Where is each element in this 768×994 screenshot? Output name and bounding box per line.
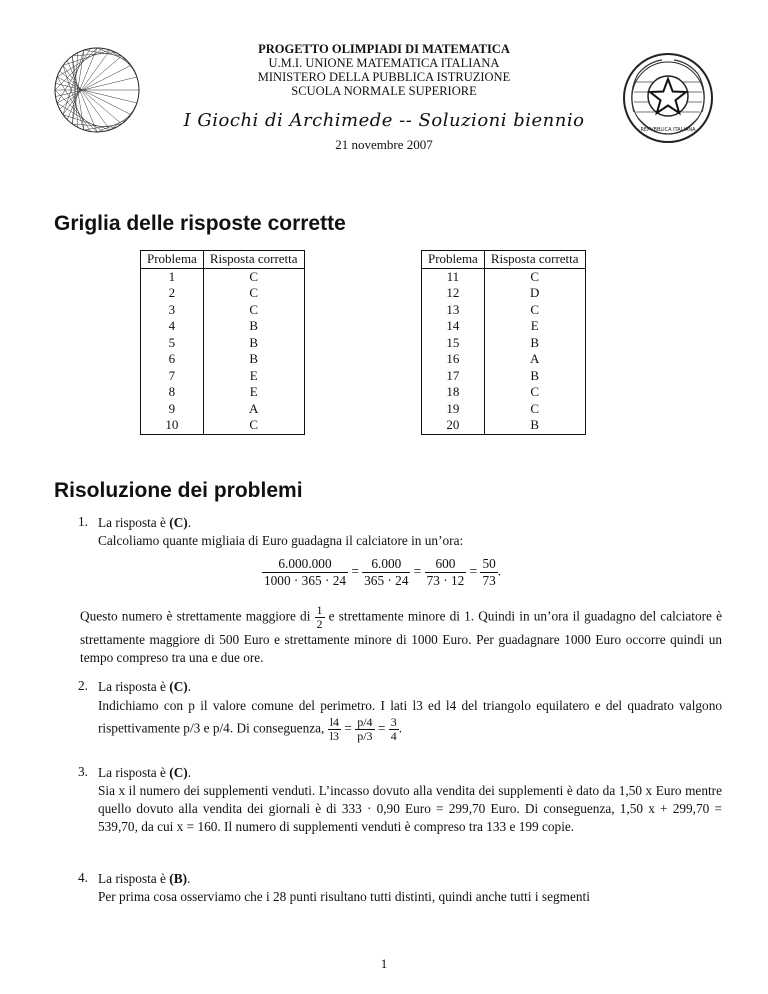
answers-table-right	[421, 250, 586, 435]
header-union: U.M.I. UNIONE MATEMATICA ITALIANA	[268, 56, 500, 70]
problem-number: 18	[422, 384, 485, 401]
problem-number: 13	[422, 302, 485, 319]
solution-intro: Calcoliamo quante migliaia di Euro guadagna il calciatore in un’ora:	[98, 533, 464, 548]
problem-number: 11	[422, 268, 485, 285]
table-row	[422, 384, 586, 401]
solution-number: 2.	[78, 678, 88, 693]
correct-answer: B	[484, 417, 585, 434]
table-row	[422, 302, 586, 319]
correct-answer: C	[203, 417, 304, 434]
problem-number: 19	[422, 401, 485, 418]
solution-number: 1.	[78, 514, 88, 529]
correct-answer: B	[484, 368, 585, 385]
col-header-answer: Risposta corretta	[203, 251, 304, 269]
solutions-section-title: Risoluzione dei problemi	[54, 479, 303, 502]
table-row	[141, 351, 305, 368]
table-row	[141, 285, 305, 302]
solution-1	[98, 514, 722, 550]
solution-answer: La risposta è (C).	[98, 679, 192, 694]
solution-answer: La risposta è (B).	[98, 871, 191, 886]
document-subtitle: I Giochi di Archimede -- Soluzioni biennio	[183, 110, 585, 131]
header-project-title: PROGETTO OLIMPIADI DI MATEMATICA	[258, 42, 510, 56]
solution-answer: La risposta è (C).	[98, 515, 192, 530]
correct-answer: E	[203, 368, 304, 385]
problem-number: 7	[141, 368, 204, 385]
problem-number: 4	[141, 318, 204, 335]
col-header-answer: Risposta corretta	[484, 251, 585, 269]
correct-answer: C	[203, 268, 304, 285]
problem-number: 1	[141, 268, 204, 285]
correct-answer: E	[484, 318, 585, 335]
svg-text:REPVBBLICA ITALIANA: REPVBBLICA ITALIANA	[640, 127, 696, 133]
correct-answer: C	[484, 384, 585, 401]
correct-answer: A	[484, 351, 585, 368]
solution-answer: La risposta è (C).	[98, 765, 192, 780]
correct-answer: D	[484, 285, 585, 302]
problem-number: 14	[422, 318, 485, 335]
table-row	[141, 417, 305, 434]
col-header-problem: Problema	[141, 251, 204, 269]
solution-number: 3.	[78, 764, 88, 779]
correct-answer: B	[203, 335, 304, 352]
correct-answer: C	[203, 302, 304, 319]
table-row	[422, 268, 586, 285]
problem-number: 17	[422, 368, 485, 385]
problem-number: 16	[422, 351, 485, 368]
correct-answer: B	[203, 351, 304, 368]
solution-number: 4.	[78, 870, 88, 885]
correct-answer: C	[484, 401, 585, 418]
correct-answer: B	[203, 318, 304, 335]
solution-2: La risposta è (C). Indichiamo con p il valore comune del perimetro. I lati l3 ed l4 del triangolo equilatero e del quadrato valgono rispettivamente p/3 e p/4. Di conseguenza, $\frac{l4}{l3}$ = $\frac{p/4}{p/3}$ = $\frac{3}{4}$ .	[98, 679, 722, 743]
problem-number: 3	[141, 302, 204, 319]
problem-number: 12	[422, 285, 485, 302]
table-row	[141, 302, 305, 319]
solution-1-conclusion: Questo numero è strettamente maggiore di $\frac{1}{2}$ e strettamente minore di 1. Quindi in un’ora il guadagno del calciatore è strettamente maggiore di 500 Euro e strettamente minore di 1000 Euro. Per guadagnare 1000 Euro occorre quindi un tempo compreso tra una e due ore.	[80, 603, 722, 665]
correct-answer: E	[203, 384, 304, 401]
table-row	[141, 401, 305, 418]
correct-answer: A	[203, 401, 304, 418]
header-school: SCUOLA NORMALE SUPERIORE	[291, 84, 477, 98]
col-header-problem: Problema	[422, 251, 485, 269]
correct-answer: C	[203, 285, 304, 302]
table-row	[141, 335, 305, 352]
table-row	[141, 368, 305, 385]
correct-answer: B	[484, 335, 585, 352]
problem-number: 15	[422, 335, 485, 352]
header-ministry: MINISTERO DELLA PUBBLICA ISTRUZIONE	[257, 70, 511, 84]
table-row	[422, 318, 586, 335]
correct-answer: C	[484, 302, 585, 319]
problem-number: 9	[141, 401, 204, 418]
table-row	[422, 285, 586, 302]
document-date: 21 novembre 2007	[335, 137, 433, 152]
problem-number: 6	[141, 351, 204, 368]
table-row	[422, 335, 586, 352]
grid-section-title: Griglia delle risposte corrette	[54, 212, 346, 235]
table-row	[422, 417, 586, 434]
solution-3: La risposta è (C). Sia x il numero dei supplementi venduti. L’incasso dovuto alla vendita dei supplementi è dato da 1,50 x Euro mentre quello dovuto alla vendita dei giornali è di 333 · 0,90 Euro = 299,70 Euro. Di conseguenza, 1,50 x + 299,70 = 539,70, da cui x = 160. Il numero di supplementi venduti è compreso tra 133 e 199 copie.	[98, 765, 722, 834]
problem-number: 10	[141, 417, 204, 434]
problem-number: 8	[141, 384, 204, 401]
solution-4: La risposta è (B). Per prima cosa osserviamo che i 28 punti risultano tutti distinti, quindi anche tutti i segmenti	[98, 870, 722, 906]
problem-number: 20	[422, 417, 485, 434]
correct-answer: C	[484, 268, 585, 285]
problem-number: 2	[141, 285, 204, 302]
table-row	[141, 268, 305, 285]
table-row	[141, 384, 305, 401]
table-row	[422, 351, 586, 368]
answers-table-left	[140, 250, 305, 435]
table-row	[422, 368, 586, 385]
table-row	[141, 318, 305, 335]
page-number: 1	[380, 956, 388, 971]
problem-number: 5	[141, 335, 204, 352]
fraction-equation: $\frac{6.000.000}{1000 \cdot 365 \cdot 24}$ = $\frac{6.000}{365 \cdot 24}$ = $\frac{600}{73 \cdot 12}$ = $\frac{50}{73}$ .	[264, 556, 502, 588]
table-row	[422, 401, 586, 418]
